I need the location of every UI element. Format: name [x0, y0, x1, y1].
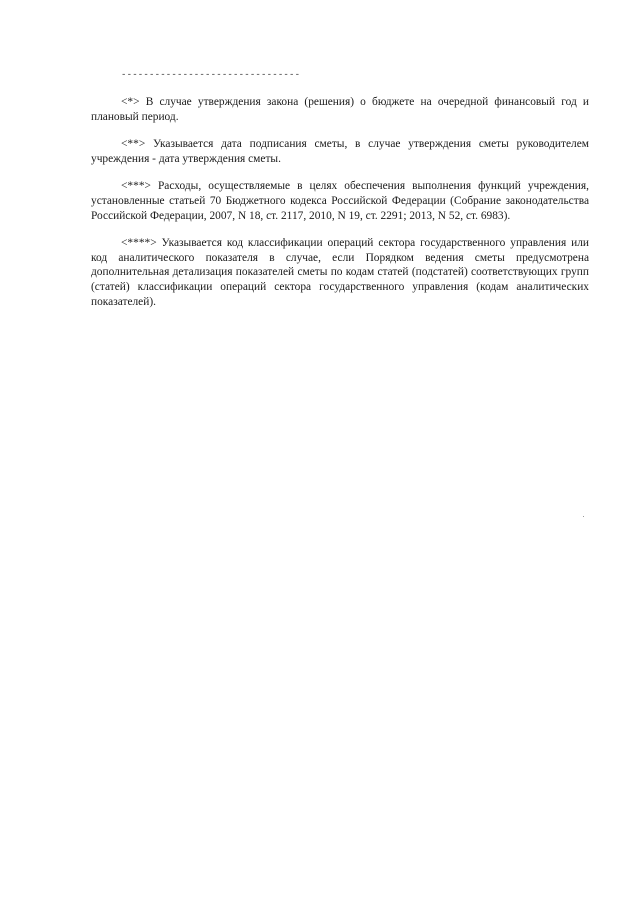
- footnote-separator: --------------------------------: [121, 70, 301, 80]
- footnotes-list: [91, 95, 589, 322]
- footnote-2: <**> Указывается дата подписания сметы, в случае утверждения сметы руководителем учреждения - дата утверждения сметы.: [91, 138, 589, 165]
- footnote-3: <***> Расходы, осуществляемые в целях обеспечения выполнения функций учреждения, установленные статьей 70 Бюджетного кодекса Российской Федерации (Собрание законодательства Российской Федерации, 2007, N 18, ст. 2117, 2010, N 19, ст. 2291; 2013, N 52, ст. 6983).: [91, 180, 589, 222]
- footnote-1: <*> В случае утверждения закона (решения) о бюджете на очередной финансовый год и плановый период.: [91, 96, 589, 123]
- scan-speck: [583, 516, 584, 517]
- footnote-4: <****> Указывается код классификации операций сектора государственного управления или код аналитического показателя в случае, если Порядком ведения сметы предусмотрена дополнительная детализация показателей сметы по кодам статей (подстатей) соответствующих групп (статей) классификации операций сектора государственного управления (кодам аналитических показателей).: [91, 237, 589, 308]
